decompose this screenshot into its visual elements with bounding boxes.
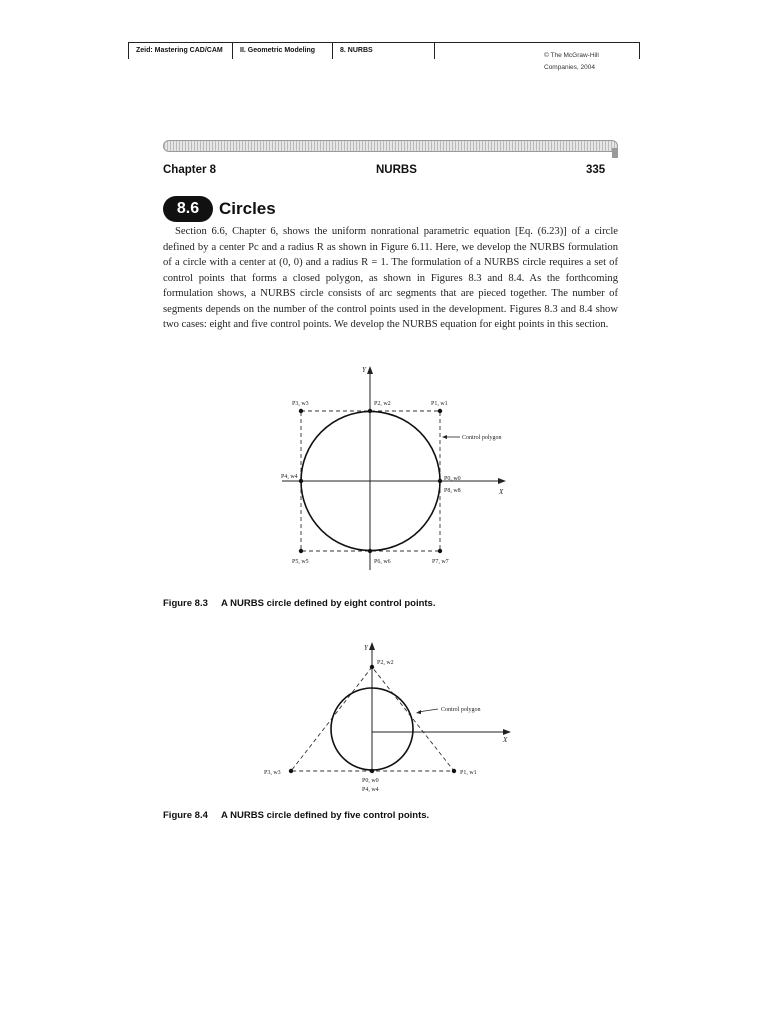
fig84-label-p3: P3, w3 [264, 770, 281, 776]
chapter-label: Chapter 8 [163, 164, 217, 176]
fig84-callout-arrow [416, 710, 421, 714]
fig84-x-arrow [503, 729, 511, 735]
fig83-polygon-label: Control polygon [462, 435, 502, 441]
fig83-label-p3: P3, w3 [292, 401, 309, 407]
copyright-line-1: © The McGraw-Hill [544, 52, 599, 59]
fig83-x-label: X [499, 488, 504, 496]
section-number-badge: 8.6 [163, 196, 213, 222]
section-title: Circles [219, 199, 276, 218]
header-part: II. Geometric Modeling [232, 43, 332, 59]
fig83-label-p1: P1, w1 [431, 401, 448, 407]
fig84-point-p1 [452, 769, 456, 773]
copyright-line-2: Companies, 2004 [544, 64, 595, 71]
body-paragraph: Section 6.6, Chapter 6, shows the uniform nonrational parametric equation [Eq. (6.23)] of a circle defined by a center Pc and a radius R as shown in Figure 6.11. Here, we develop the NURBS formulation of a circle with a center at (0, 0) and a radius R = 1. The formulation of a NURBS circle requires a set of control points that forms a closed polygon, as shown in Figures 8.3 and 8.4. As the forthcoming formulation shows, a NURBS circle consists of arc segments that are pieced together. The number of segments depends on the number of the control points used in the development. Figures 8.3 and 8.4 show two cases: eight and five control points. We develop the NURBS equation for eight points in this section. [163, 226, 618, 330]
fig84-point-p2 [370, 665, 374, 669]
fig84-point-p0 [370, 769, 374, 773]
fig84-point-p3 [289, 769, 293, 773]
figure-8-4-caption-text: A NURBS circle defined by five control points. [221, 810, 430, 821]
fig83-label-p5: P5, w5 [292, 559, 309, 565]
fig83-label-p6: P6, w6 [374, 559, 391, 565]
header-chapter: 8. NURBS [332, 43, 430, 59]
figure-8-4-caption-number: Figure 8.4 [163, 810, 208, 821]
fig84-label-p1: P1, w1 [460, 770, 477, 776]
chapter-title: NURBS [376, 164, 417, 176]
fig83-label-p4: P4, w4 [281, 474, 298, 480]
header-book: Zeid: Mastering CAD/CAM [128, 43, 236, 59]
fig84-label-p0: P0, w0 [362, 778, 379, 784]
figure-8-3-caption-text: A NURBS circle defined by eight control points. [221, 598, 436, 609]
fig84-polygon-label: Control polygon [441, 707, 481, 713]
figure-8-3-caption-number: Figure 8.3 [163, 598, 208, 609]
fig83-label-p2: P2, w2 [374, 401, 391, 407]
fig83-label-p0: P0, w0 [444, 476, 461, 482]
fig83-label-p7: P7, w7 [432, 559, 449, 565]
fig84-y-label: Y [364, 644, 368, 652]
page-number: 335 [586, 164, 606, 176]
fig84-x-label: X [503, 736, 508, 744]
figure-8-4-caption [163, 810, 429, 821]
fig83-label-p8: P8, w8 [444, 488, 461, 494]
fig84-y-arrow [369, 642, 375, 650]
fig83-y-label: Y [362, 366, 366, 374]
fig84-label-p4: P4, w4 [362, 787, 379, 793]
fig84-label-p2: P2, w2 [377, 660, 394, 666]
